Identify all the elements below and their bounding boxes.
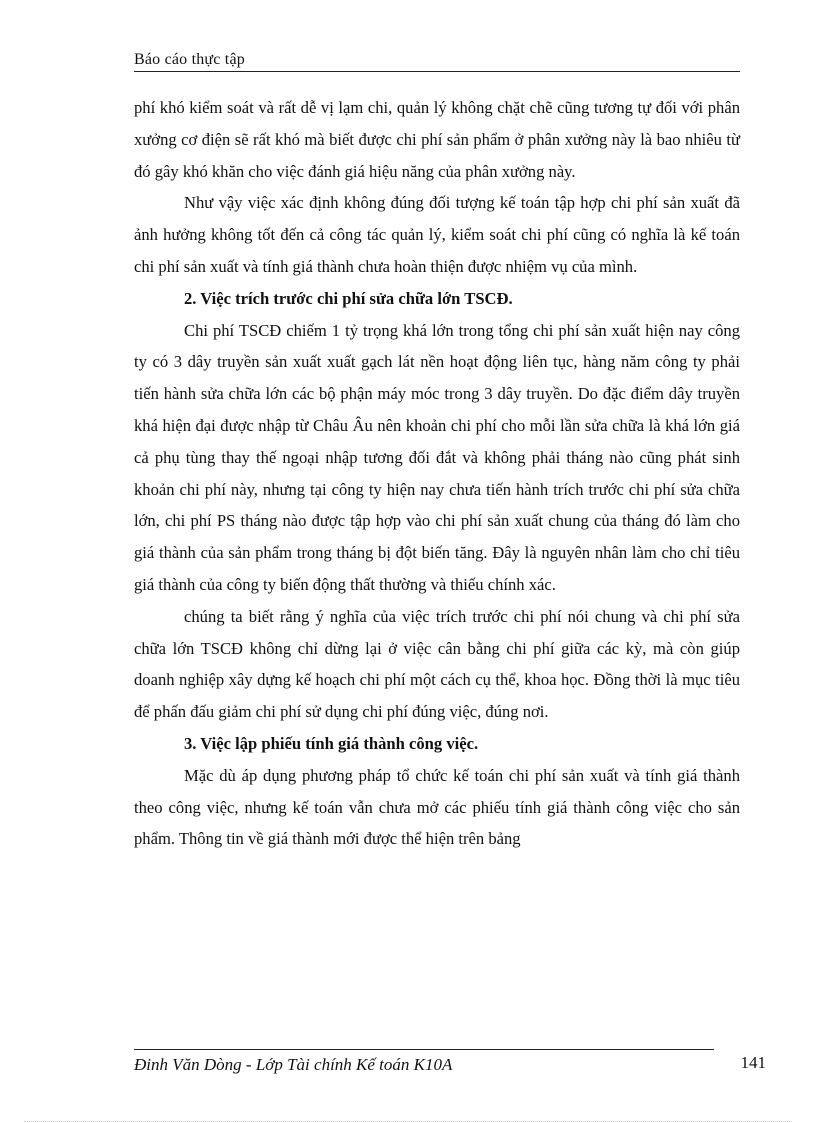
section-heading-3: 3. Việc lập phiếu tính giá thành công việc.	[184, 733, 479, 753]
paragraph-5: Mặc dù áp dụng phương pháp tổ chức kế toán chi phí sản xuất và tính giá thành theo công việc, nhưng kế toán vẫn chưa mở các phiếu tính giá thành công việc cho sản phẩm. Thông tin về giá thành mới được thể hiện trên bảng	[134, 765, 740, 849]
paragraph-4: chúng ta biết rằng ý nghĩa của việc trích trước chi phí nói chung và chi phí sửa chữa lớn TSCĐ không chỉ dừng lại ở việc cân bằng chi phí giữa các kỳ, mà còn giúp doanh nghiệp xây dựng kế hoạch chi phí một cách cụ thể, khoa học. Đồng thời là mục tiêu để phấn đấu giảm chi phí sử dụng chi phí đúng việc, đúng nơi.	[134, 606, 740, 722]
footer-divider	[134, 1049, 714, 1050]
page-bottom-border	[24, 1121, 792, 1122]
header-divider	[134, 71, 740, 72]
paragraph-3: Chi phí TSCĐ chiếm 1 tỷ trọng khá lớn trong tổng chi phí sản xuất hiện nay công ty có 3 dây truyền sản xuất xuất gạch lát nền hoạt động liên tục, hàng năm công ty phải tiến hành sửa chữa lớn các bộ phận máy móc trong 3 dây truyền. Do đặc điểm dây truyền khá hiện đại được nhập từ Châu Âu nên khoản chi phí cho mỗi lần sửa chữa là khá lớn giá cả phụ tùng thay thế ngoại nhập tương đối đắt và không phải tháng nào cũng phát sinh khoản chi phí này, nhưng tại công ty hiện nay chưa tiến hành trích trước chi phí sửa chữa lớn, chi phí PS tháng nào được tập hợp vào chi phí sản xuất chung của tháng đó làm cho giá thành của sản phẩm trong tháng bị đột biến tăng. Đây là nguyên nhân làm cho chỉ tiêu giá thành của công ty biến động thất thường và thiếu chính xác.	[134, 320, 740, 594]
section-heading-2: 2. Việc trích trước chi phí sửa chữa lớn TSCĐ.	[184, 288, 513, 308]
paragraph-2: Như vậy việc xác định không đúng đối tượng kế toán tập hợp chi phí sản xuất đã ảnh hưởng không tốt đến cả công tác quản lý, kiểm soát chi phí cũng có nghĩa là kế toán chi phí sản xuất và tính giá thành chưa hoàn thiện được nhiệm vụ của mình.	[134, 193, 740, 276]
body-content	[134, 92, 740, 855]
page-number: 141	[740, 1053, 766, 1072]
paragraph-1: phí khó kiểm soát và rất dễ vị lạm chi, quản lý không chặt chẽ cũng tương tự đối với phân xưởng cơ điện sẽ rất khó mà biết được chi phí sản phẩm ở phân xưởng này là bao nhiêu từ đó gây khó khăn cho việc đánh giá hiệu năng của phân xưởng này.	[134, 98, 740, 181]
footer-author: Đinh Văn Dòng - Lớp Tài chính Kế toán K10A	[134, 1055, 453, 1074]
header-title: Báo cáo thực tập	[134, 51, 245, 68]
